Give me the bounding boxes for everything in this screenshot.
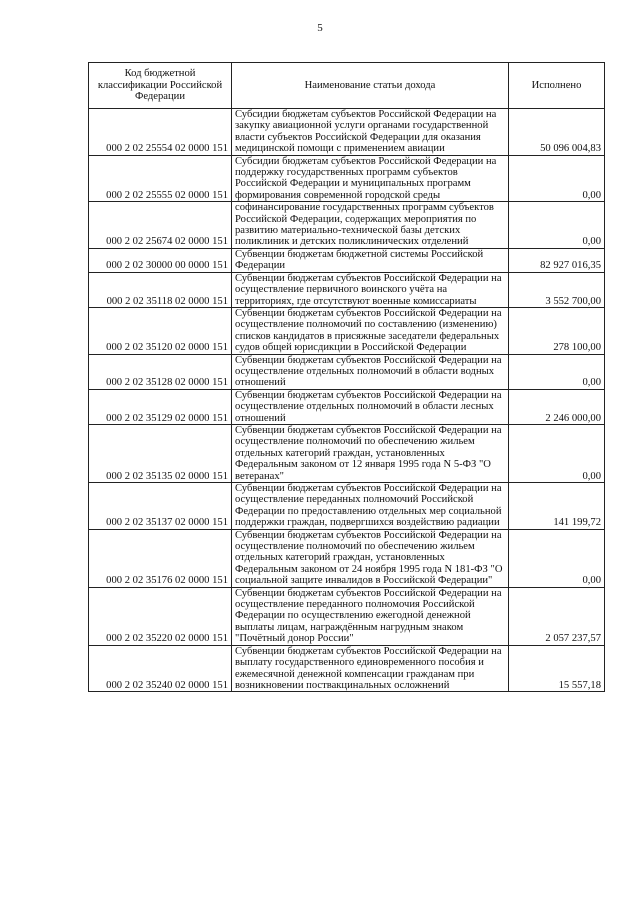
budget-table	[88, 62, 605, 692]
table-row	[89, 307, 605, 354]
budget-code-cell: 000 2 02 35129 02 0000 151	[89, 389, 232, 424]
executed-amount-cell: 3 552 700,00	[509, 272, 605, 307]
budget-code-cell: 000 2 02 35240 02 0000 151	[89, 645, 232, 692]
table-row	[89, 645, 605, 692]
table-row	[89, 424, 605, 482]
executed-amount-cell: 2 057 237,57	[509, 587, 605, 645]
budget-code-cell: 000 2 02 25554 02 0000 151	[89, 109, 232, 156]
item-name-cell: Субвенции бюджетам субъектов Российской Федерации на осуществление переданного полномочия Российской Федерации по осуществлению ежегодной денежной выплаты лицам, награждённым нагрудным знаком "Почётный донор России"	[232, 587, 509, 645]
executed-amount-cell: 0,00	[509, 202, 605, 249]
item-name-cell: Субвенции бюджетам бюджетной системы Российской Федерации	[232, 248, 509, 272]
header-name: Наименование статьи дохода	[232, 63, 509, 109]
executed-amount-cell: 2 246 000,00	[509, 389, 605, 424]
budget-code-cell: 000 2 02 30000 00 0000 151	[89, 248, 232, 272]
table-row	[89, 155, 605, 202]
page-number: 5	[317, 22, 323, 34]
item-name-cell: Субвенции бюджетам субъектов Российской Федерации на осуществление полномочий по обеспечению жильем отдельных категорий граждан, установленных Федеральным законом от 12 января 1995 года N 5-ФЗ "О ветеранах"	[232, 424, 509, 482]
budget-code-cell: 000 2 02 25555 02 0000 151	[89, 155, 232, 202]
table-row	[89, 389, 605, 424]
item-name-cell: Субвенции бюджетам субъектов Российской Федерации на осуществление полномочий по составлению (изменению) списков кандидатов в присяжные заседатели федеральных судов общей юрисдикции в Российской Федерации	[232, 307, 509, 354]
budget-code-cell: 000 2 02 25674 02 0000 151	[89, 202, 232, 249]
table-row	[89, 272, 605, 307]
executed-amount-cell: 15 557,18	[509, 645, 605, 692]
budget-code-cell: 000 2 02 35135 02 0000 151	[89, 424, 232, 482]
item-name-cell: софинансирование государственных программ субъектов Российской Федерации, содержащих мероприятия по развитию материально-технической базы детских поликлиник и детских поликлинических отделений	[232, 202, 509, 249]
table-row	[89, 354, 605, 389]
header-code: Код бюджетной классификации Российской Федерации	[89, 63, 232, 109]
budget-code-cell: 000 2 02 35220 02 0000 151	[89, 587, 232, 645]
budget-code-cell: 000 2 02 35137 02 0000 151	[89, 483, 232, 530]
executed-amount-cell: 278 100,00	[509, 307, 605, 354]
table-row	[89, 483, 605, 530]
item-name-cell: Субсидии бюджетам субъектов Российской Федерации на поддержку государственных программ субъектов Российской Федерации и муниципальных программ формирования современной городской среды	[232, 155, 509, 202]
item-name-cell: Субсидии бюджетам субъектов Российской Федерации на закупку авиационной услуги органами государственной власти субъектов Российской Федерации для оказания медицинской помощи с применением авиации	[232, 109, 509, 156]
item-name-cell: Субвенции бюджетам субъектов Российской Федерации на осуществление отдельных полномочий в области водных отношений	[232, 354, 509, 389]
table-row	[89, 587, 605, 645]
executed-amount-cell: 0,00	[509, 155, 605, 202]
table-row	[89, 529, 605, 587]
executed-amount-cell: 0,00	[509, 424, 605, 482]
budget-code-cell: 000 2 02 35118 02 0000 151	[89, 272, 232, 307]
table-row	[89, 202, 605, 249]
item-name-cell: Субвенции бюджетам субъектов Российской Федерации на выплату государственного единовременного пособия и ежемесячной денежной компенсации гражданам при возникновении поствакцинальных осложнений	[232, 645, 509, 692]
item-name-cell: Субвенции бюджетам субъектов Российской Федерации на осуществление полномочий по обеспечению жильем отдельных категорий граждан, установленных Федеральным законом от 24 ноября 1995 года N 181-ФЗ "О социальной защите инвалидов в Российской Федерации"	[232, 529, 509, 587]
executed-amount-cell: 50 096 004,83	[509, 109, 605, 156]
item-name-cell: Субвенции бюджетам субъектов Российской Федерации на осуществление переданных полномочий Российской Федерации по предоставлению отдельных мер социальной поддержки граждан, подвергшихся воздействию радиации	[232, 483, 509, 530]
executed-amount-cell: 141 199,72	[509, 483, 605, 530]
executed-amount-cell: 82 927 016,35	[509, 248, 605, 272]
table-header-row	[89, 63, 605, 109]
header-executed: Исполнено	[509, 63, 605, 109]
table-row	[89, 248, 605, 272]
executed-amount-cell: 0,00	[509, 354, 605, 389]
budget-code-cell: 000 2 02 35120 02 0000 151	[89, 307, 232, 354]
item-name-cell: Субвенции бюджетам субъектов Российской Федерации на осуществление первичного воинского учёта на территориях, где отсутствуют военные комиссариаты	[232, 272, 509, 307]
item-name-cell: Субвенции бюджетам субъектов Российской Федерации на осуществление отдельных полномочий в области лесных отношений	[232, 389, 509, 424]
budget-code-cell: 000 2 02 35176 02 0000 151	[89, 529, 232, 587]
budget-code-cell: 000 2 02 35128 02 0000 151	[89, 354, 232, 389]
table-body	[89, 109, 605, 692]
table-row	[89, 109, 605, 156]
executed-amount-cell: 0,00	[509, 529, 605, 587]
